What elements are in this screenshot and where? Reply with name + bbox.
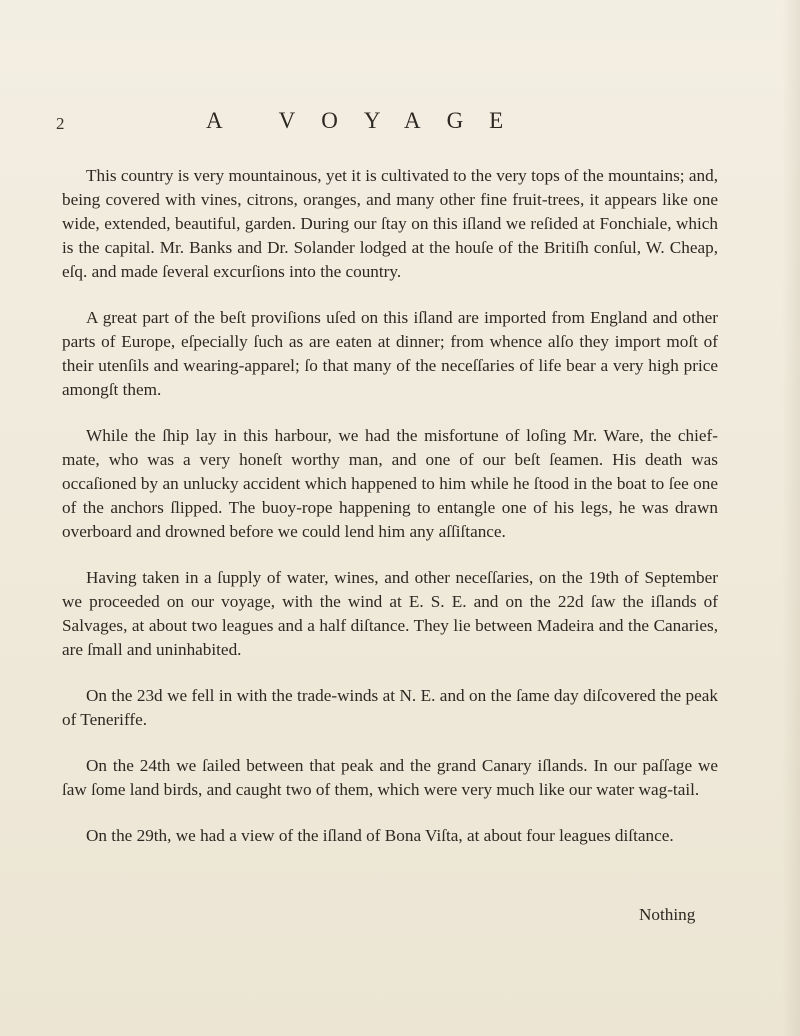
catchword: Nothing [639,905,696,924]
paragraph-salvages: Having taken in a ſupply of water, wines, and other neceſſaries, on the 19th of September we proceeded on our voyage, with the wind at E. S. E. and on the 22d ſaw the iſlands of Salvages, at about two leagues and a half diſtance. They lie between Madeira and the Canaries, are ſmall and uninhabited. [62,568,718,659]
paragraph-canary-passage: On the 24th we ſailed between that peak and the grand Canary iſlands. In our paſſage we ſaw ſome land birds, and caught two of them, which were very much like our water wag-tail. [62,756,718,799]
page-edge-shadow [782,0,800,1036]
paragraph-teneriffe: On the 23d we fell in with the trade-winds at N. E. and on the ſame day diſcovered the peak of Teneriffe. [62,686,718,729]
page-header [0,108,800,138]
paragraph-bona-vista: On the 29th, we had a view of the iſland of Bona Viſta, at about four leagues diſtance. [86,826,674,845]
paragraph-death-of-ware: While the ſhip lay in this harbour, we had the misfortune of loſing Mr. Ware, the chief-mate, who was a very honeſt worthy man, and one of our beſt ſeamen. His death was occaſioned by an unlucky accident which happened to him while he ſtood in the boat to ſee one of the anchors ſlipped. The buoy-rope happening to entangle one of his legs, he was drawn overboard and drowned before we could lend him any aſſiſtance. [62,426,718,541]
paragraph-madeira-country: This country is very mountainous, yet it is cultivated to the very tops of the mountains; and, being covered with vines, citrons, oranges, and many other fine fruit-trees, it appears like one wide, extended, beautiful, garden. During our ſtay on this iſland we reſided at Fonchiale, which is the capital. Mr. Banks and Dr. Solander lodged at the houſe of the Britiſh conſul, W. Cheap, eſq. and made ſeveral excurſions into the country. [62,166,718,281]
running-title: A VOYAGE [206,108,530,133]
page-number: 2 [56,114,65,133]
paragraph-provisions: A great part of the beſt proviſions uſed on this iſland are imported from England and other parts of Europe, eſpecially ſuch as are eaten at dinner; from whence alſo they import moſt of their utenſils and wearing-apparel; ſo that many of the neceſſaries of life bear a very high price amongſt them. [62,308,718,399]
page-body [62,164,718,870]
